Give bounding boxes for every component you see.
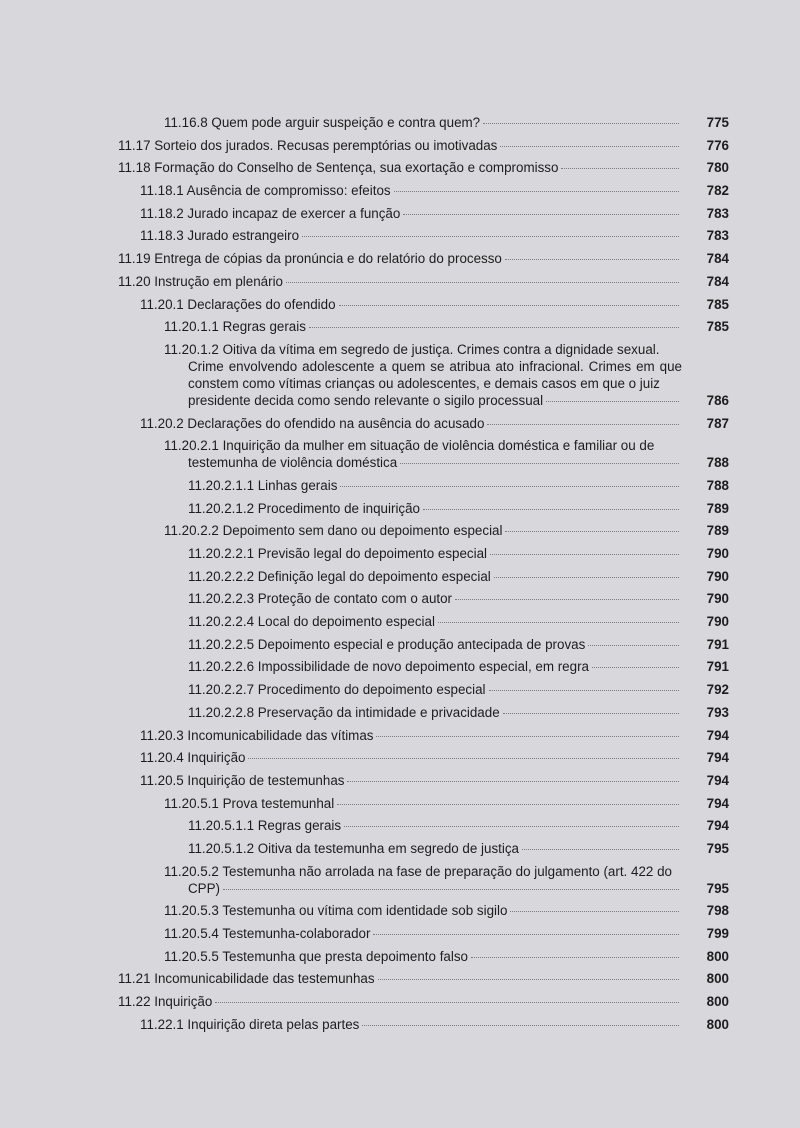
- dot-leader: [344, 826, 679, 827]
- dot-leader: [223, 889, 679, 890]
- toc-page-number: 795: [706, 840, 729, 856]
- toc-entry-label: 11.20.2.2.6 Impossibilidade de novo depoimento especial, em regra: [188, 659, 589, 675]
- toc-entry-label: 11.20.2.2.8 Preservação da intimidade e privacidade: [188, 704, 500, 720]
- dot-leader: [483, 123, 679, 124]
- toc-page-number: 784: [706, 273, 729, 289]
- dot-leader: [423, 509, 679, 510]
- toc-entry-label: 11.20.1 Declarações do ofendido: [140, 296, 336, 312]
- toc-entry[interactable]: [118, 993, 729, 1010]
- toc-entry-label: 11.20.5.3 Testemunha ou vítima com identidade sob sigilo: [164, 903, 508, 919]
- dot-leader: [362, 1025, 679, 1026]
- toc-entry-label: 11.20.2.2.7 Procedimento do depoimento especial: [188, 682, 486, 698]
- toc-entry[interactable]: [118, 318, 729, 335]
- toc-entry[interactable]: [118, 1016, 729, 1033]
- toc-entry[interactable]: [118, 437, 729, 471]
- dot-leader: [215, 1002, 679, 1003]
- dot-leader: [487, 424, 679, 425]
- toc-page-number: 790: [706, 614, 729, 630]
- toc-entry[interactable]: [118, 205, 729, 222]
- toc-entry[interactable]: [118, 840, 729, 857]
- table-of-contents: [118, 114, 729, 1038]
- toc-page-number: 787: [706, 415, 729, 431]
- toc-page-number: 791: [706, 636, 729, 652]
- dot-leader: [337, 804, 679, 805]
- toc-entry-label-line: testemunha de violência doméstica: [188, 455, 398, 471]
- toc-page-number: 790: [706, 591, 729, 607]
- toc-page-number: 792: [706, 682, 729, 698]
- toc-page-number: 789: [706, 523, 729, 539]
- toc-entry-label: 11.20.2.1.2 Procedimento de inquirição: [188, 500, 421, 516]
- toc-page-number: 794: [706, 750, 729, 766]
- toc-entry-label: 11.22 Inquirição: [118, 994, 213, 1010]
- toc-entry[interactable]: [118, 902, 729, 919]
- toc-entry-label: 11.20.5.1.1 Regras gerais: [188, 818, 342, 834]
- toc-entry[interactable]: [118, 590, 729, 607]
- toc-page-number: 784: [706, 251, 729, 267]
- toc-page-number: 794: [706, 795, 729, 811]
- toc-entry[interactable]: [118, 704, 729, 721]
- toc-page-number: 800: [706, 948, 729, 964]
- toc-entry[interactable]: [118, 114, 729, 131]
- toc-entry-label: 11.20.5.1 Prova testemunhal: [164, 795, 335, 811]
- toc-entry-label-line: 11.20.1.2 Oitiva da vítima em segredo de justiça. Crimes contra a dignidade sexual.: [164, 341, 660, 357]
- dot-leader: [503, 713, 679, 714]
- toc-entry[interactable]: [118, 795, 729, 812]
- toc-entry[interactable]: [118, 159, 729, 176]
- toc-entry-label: 11.20.2.2.3 Proteção de contato com o autor: [188, 591, 453, 607]
- toc-entry-label: 11.19 Entrega de cópias da pronúncia e do relatório do processo: [118, 251, 502, 267]
- toc-entry-label: 11.20.5 Inquirição de testemunhas: [140, 772, 345, 788]
- toc-page-number: 794: [706, 772, 729, 788]
- toc-page-number: 795: [706, 880, 729, 896]
- toc-entry-label: 11.20.2.2 Depoimento sem dano ou depoimento especial: [164, 523, 503, 539]
- dot-leader: [248, 758, 679, 759]
- dot-leader: [546, 401, 679, 402]
- toc-page-number: 775: [706, 115, 729, 130]
- toc-page-number: 776: [706, 137, 729, 153]
- dot-leader: [505, 259, 679, 260]
- toc-entry[interactable]: [118, 500, 729, 517]
- dot-leader: [347, 781, 679, 782]
- toc-entry[interactable]: [118, 415, 729, 432]
- toc-page-number: 788: [706, 477, 729, 493]
- toc-entry[interactable]: [118, 863, 729, 897]
- toc-entry-label: 11.20.1.1 Regras gerais: [164, 319, 306, 335]
- toc-entry-label: 11.18 Formação do Conselho de Sentença, sua exortação e compromisso: [118, 160, 559, 176]
- dot-leader: [490, 554, 679, 555]
- dot-leader: [455, 599, 679, 600]
- dot-leader: [588, 645, 679, 646]
- toc-entry-label: 11.20.2.1.1 Linhas gerais: [188, 477, 338, 493]
- toc-page-number: 780: [706, 160, 729, 176]
- toc-entry-label: 11.20.5.1.2 Oitiva da testemunha em segredo de justiça: [188, 840, 519, 856]
- toc-entry-label: 11.21 Incomunicabilidade das testemunhas: [118, 971, 375, 987]
- toc-entry[interactable]: [118, 658, 729, 675]
- toc-entry-label: 11.20.2.2.2 Definição legal do depoimento especial: [188, 568, 491, 584]
- toc-page-number: 783: [706, 228, 729, 244]
- toc-page-number: 798: [706, 903, 729, 919]
- toc-page-number: 790: [706, 546, 729, 561]
- dot-leader: [340, 486, 679, 487]
- toc-page-number: 785: [706, 296, 729, 312]
- dot-leader: [400, 463, 679, 464]
- toc-entry-label: 11.18.1 Ausência de compromisso: efeitos: [140, 183, 391, 199]
- toc-entry[interactable]: [118, 137, 729, 154]
- toc-entry[interactable]: [118, 817, 729, 834]
- dot-leader: [309, 327, 679, 328]
- toc-entry-label: 11.16.8 Quem pode arguir suspeição e contra quem?: [164, 115, 481, 130]
- toc-entry[interactable]: [118, 613, 729, 630]
- dot-leader: [286, 282, 679, 283]
- dot-leader: [403, 214, 679, 215]
- toc-entry-label-line: Crime envolvendo adolescente a quem se atribua ato infracional. Crimes em que constem como vítimas crianças ou adolescentes, e demais casos em que o juiz: [188, 358, 682, 391]
- dot-leader: [500, 146, 679, 147]
- toc-entry[interactable]: [118, 341, 729, 409]
- toc-entry-label: 11.22.1 Inquirição direta pelas partes: [140, 1016, 360, 1032]
- toc-entry-label: 11.17 Sorteio dos jurados. Recusas peremptórias ou imotivadas: [118, 137, 498, 153]
- dot-leader: [505, 531, 679, 532]
- toc-entry[interactable]: [118, 772, 729, 789]
- dot-leader: [376, 736, 679, 737]
- dot-leader: [378, 979, 679, 980]
- toc-page-number: 800: [706, 1016, 729, 1032]
- toc-entry[interactable]: [118, 970, 729, 987]
- toc-page-number: 800: [706, 971, 729, 987]
- toc-entry[interactable]: [118, 273, 729, 290]
- toc-page-number: 791: [706, 659, 729, 675]
- toc-entry[interactable]: [118, 182, 729, 199]
- toc-page-number: 790: [706, 568, 729, 584]
- toc-entry-label: 11.18.2 Jurado incapaz de exercer a função: [140, 205, 401, 221]
- toc-entry-label: 11.20 Instrução em plenário: [118, 273, 284, 289]
- toc-entry[interactable]: [118, 568, 729, 585]
- toc-entry[interactable]: [118, 545, 729, 562]
- toc-page-number: 786: [706, 392, 729, 408]
- toc-entry-label-line: CPP): [188, 880, 220, 896]
- toc-entry[interactable]: [118, 250, 729, 267]
- toc-page-number: 794: [706, 818, 729, 834]
- toc-entry-label: 11.20.5.4 Testemunha-colaborador: [164, 926, 371, 941]
- toc-entry-label: 11.18.3 Jurado estrangeiro: [140, 228, 300, 244]
- toc-page-number: 794: [706, 727, 729, 743]
- toc-page-number: 782: [706, 183, 729, 199]
- toc-entry-label-line: 11.20.5.2 Testemunha não arrolada na fase de preparação do julgamento (art. 422 do: [164, 863, 672, 879]
- toc-entry[interactable]: [118, 948, 729, 965]
- toc-entry[interactable]: [118, 522, 729, 539]
- toc-page-number: 789: [706, 500, 729, 516]
- toc-page-number: 793: [706, 704, 729, 720]
- dot-leader: [494, 577, 679, 578]
- toc-entry-label-line: 11.20.2.1 Inquirição da mulher em situação de violência doméstica e familiar ou de: [164, 438, 655, 454]
- dot-leader: [522, 849, 679, 850]
- dot-leader: [510, 911, 679, 912]
- toc-entry-label: 11.20.2.2.5 Depoimento especial e produção antecipada de provas: [188, 636, 586, 652]
- dot-leader: [394, 191, 679, 192]
- toc-page-number: 785: [706, 319, 729, 335]
- toc-entry-label: 11.20.2 Declarações do ofendido na ausência do acusado: [140, 415, 485, 431]
- toc-entry[interactable]: [118, 296, 729, 313]
- toc-entry-label: 11.20.4 Inquirição: [140, 750, 246, 766]
- toc-entry-label-line: presidente decida como sendo relevante o sigilo processual: [188, 392, 544, 408]
- toc-entry-label: 11.20.5.5 Testemunha que presta depoimento falso: [164, 948, 468, 964]
- toc-entry[interactable]: [118, 749, 729, 766]
- toc-page-number: 788: [706, 455, 729, 471]
- dot-leader: [302, 236, 679, 237]
- toc-entry[interactable]: [118, 727, 729, 744]
- toc-page-number: 799: [706, 926, 729, 941]
- toc-page-number: 800: [706, 994, 729, 1010]
- toc-entry[interactable]: [118, 925, 729, 942]
- toc-entry-label: 11.20.2.2.1 Previsão legal do depoimento especial: [188, 546, 488, 561]
- dot-leader: [373, 934, 679, 935]
- dot-leader: [471, 957, 679, 958]
- dot-leader: [561, 168, 679, 169]
- toc-page-number: 783: [706, 205, 729, 221]
- dot-leader: [438, 622, 679, 623]
- dot-leader: [339, 305, 679, 306]
- toc-entry-label: 11.20.3 Incomunicabilidade das vítimas: [140, 727, 374, 743]
- toc-entry[interactable]: [118, 227, 729, 244]
- toc-entry[interactable]: [118, 681, 729, 698]
- toc-entry-label: 11.20.2.2.4 Local do depoimento especial: [188, 614, 435, 630]
- toc-entry[interactable]: [118, 477, 729, 494]
- dot-leader: [489, 690, 679, 691]
- toc-entry[interactable]: [118, 636, 729, 653]
- dot-leader: [592, 667, 679, 668]
